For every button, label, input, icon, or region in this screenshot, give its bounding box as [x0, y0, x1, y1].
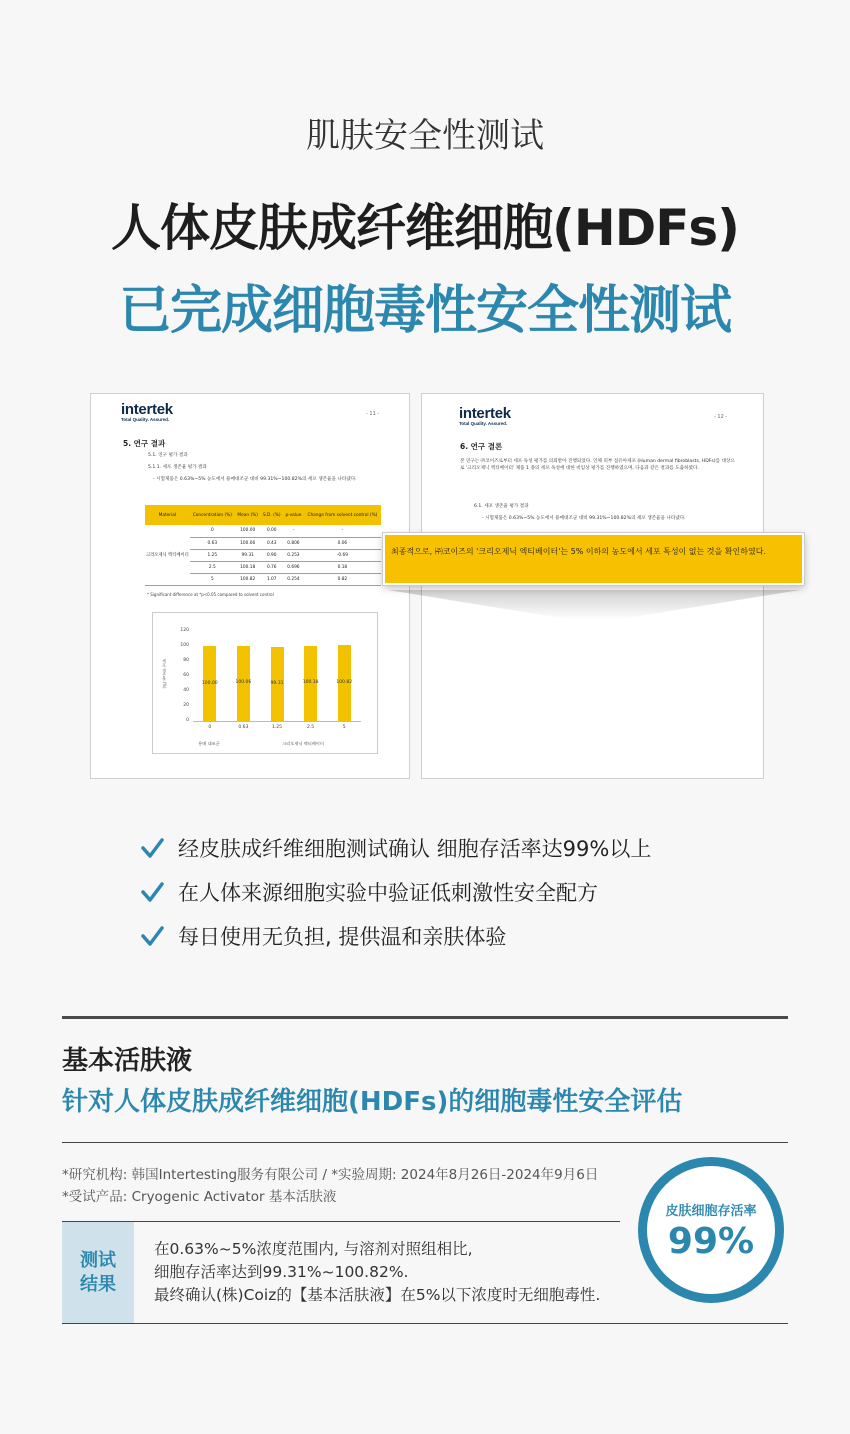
product-title: 基本活肤液: [62, 1046, 193, 1076]
y-tick-label: 0: [186, 718, 189, 723]
intertek-logo: intertek Total Quality. Assured.: [459, 405, 511, 426]
list-item: [140, 826, 651, 870]
section-heading: 5. 연구 결과: [123, 439, 166, 448]
divider: [62, 1323, 788, 1324]
x-tick-label: 2.5: [307, 725, 315, 730]
material-cell: 크리오제닉 엑티베이터: [145, 525, 190, 585]
product-meta: *受试产品: Cryogenic Activator 基本活肤液: [62, 1189, 337, 1205]
evaluation-subtitle: 针对人体皮肤成纤维细胞(HDFs)的细胞毒性安全评估: [62, 1087, 683, 1117]
page-title-highlight: 已完成细胞毒性安全性测试: [118, 281, 731, 341]
list-item-text: 每日使用无负担, 提供温和亲肤体验: [178, 925, 507, 949]
viability-bar-chart: [152, 612, 378, 754]
page-subtitle: 肌肤安全性测试: [306, 116, 544, 156]
result-bullet: - 시험제품은 0.63%~5% 농도에서 용매대조군 대비 99.31%~100.82%의 세포 생존율을 나타냈다.: [153, 477, 357, 482]
x-tick-label: 0: [208, 725, 212, 730]
intertek-logo: intertek Total Quality. Assured.: [121, 401, 173, 422]
checkmark-icon: [140, 880, 164, 904]
checkmark-icon: [140, 924, 164, 948]
list-item: [140, 870, 651, 914]
y-tick-label: 120: [180, 628, 189, 633]
result-box: [62, 1221, 620, 1323]
y-tick-label: 20: [183, 703, 189, 708]
y-axis-label: 세포 생존율 (%): [162, 659, 167, 689]
table-header: Mean (%): [235, 505, 261, 525]
table-note: * Significant difference at *p<0.05 compared to solvent control: [147, 592, 274, 597]
bar-value-label: 100.18: [302, 680, 319, 686]
x-tick-label: 5: [342, 725, 346, 730]
x-tick-label: 0.63: [238, 725, 249, 730]
result-label: 测试 结果: [62, 1222, 134, 1323]
badge-value: 99%: [667, 1221, 755, 1262]
group-label: 용매 대조군: [198, 741, 220, 746]
table-header: S.D. (%): [260, 505, 283, 525]
subsection-heading: 5.1.1. 세포 생존율 평가 결과: [148, 465, 207, 470]
survival-rate-badge: [638, 1157, 784, 1303]
subsection-heading: 5.1. 연구 평가 결과: [148, 453, 188, 458]
benefit-list: [140, 826, 651, 958]
section-divider: [62, 1016, 788, 1019]
subsection-heading: 6.1. 세포 생존율 평가 결과: [474, 504, 529, 509]
table-header: Concentration (%): [190, 505, 235, 525]
conclusion-paragraph: 본 연구는 ㈜코이즈로부터 세포 독성 평가를 의뢰받아 진행되었다. 인체 피부 섬유아세포 (Human dermal fibroblasts, HDFs)를 대상으로 '크리오제닉 엑티베이터' 제품 1 종의 세포 독성에 대한 비임상 평가를 진행하였으며, 다음과 같은 결과를 도출하였다.: [460, 459, 735, 471]
page-number: - 11 -: [366, 411, 380, 417]
page-title: 人体皮肤成纤维细胞(HDFs): [111, 199, 739, 257]
section-heading: 6. 연구 결론: [460, 442, 503, 451]
list-item-text: 在人体来源细胞实验中验证低刺激性安全配方: [178, 881, 598, 905]
table-header: p-value: [283, 505, 304, 525]
badge-label: 皮肤细胞存活率: [665, 1204, 757, 1219]
x-axis-line: [193, 721, 361, 722]
viability-table: Material Concentration (%) Mean (%) S.D. (%) p-value Change from solvent control (%) 크리오제닉 엑티베이터 0 100.00 0.00 - - 0.63 100.06 0.43 0.806 0.06 1.25 99.31 0.90 0.253 -0.69 2.5 100.18 0.76 0.696 0.18 5 100.82 1.07 0.254 0.82: [145, 505, 381, 586]
bar-value-label: 100.06: [235, 680, 252, 686]
table-header: Material: [145, 505, 190, 525]
list-item: [140, 914, 651, 958]
y-tick-label: 80: [183, 658, 189, 663]
study-meta: *研究机构: 韩国Intertesting服务有限公司 / *实验周期: 2024年8月26日-2024年9月6日: [62, 1167, 599, 1183]
bar-value-label: 99.31: [270, 680, 284, 686]
page-number: - 12 -: [714, 414, 728, 420]
bar-value-label: 100.00: [201, 680, 218, 686]
result-bullet: - 시험제품은 0.63%~5% 농도에서 용매대조군 대비 99.31%~100.82%의 세포 생존율을 나타냈다.: [482, 516, 686, 521]
list-item-text: 经皮肤成纤维细胞测试确认 细胞存活率达99%以上: [178, 837, 652, 861]
y-tick-label: 100: [180, 643, 189, 648]
y-tick-label: 40: [183, 688, 189, 693]
conclusion-callout: 최종적으로, ㈜코이즈의 '크리오제닉 엑티베이터'는 5% 이하의 농도에서 세포 독성이 없는 것을 확인하였다.: [383, 533, 804, 585]
divider: [62, 1142, 788, 1143]
x-tick-label: 1.25: [271, 725, 283, 730]
group-label: 크리오제닉 엑티베이터: [282, 741, 324, 746]
checkmark-icon: [140, 836, 164, 860]
y-tick-label: 60: [183, 673, 189, 678]
bar-value-label: 100.82: [336, 680, 353, 686]
table-header: Change from solvent control (%): [304, 505, 381, 525]
result-text: 在0.63%~5%浓度范围内, 与溶剂对照组相比, 细胞存活率达到99.31%~100.82%. 最终确认(株)Coiz的【基本活肤液】在5%以下浓度时无细胞毒性.: [154, 1240, 601, 1304]
report-page-12: [421, 393, 764, 779]
